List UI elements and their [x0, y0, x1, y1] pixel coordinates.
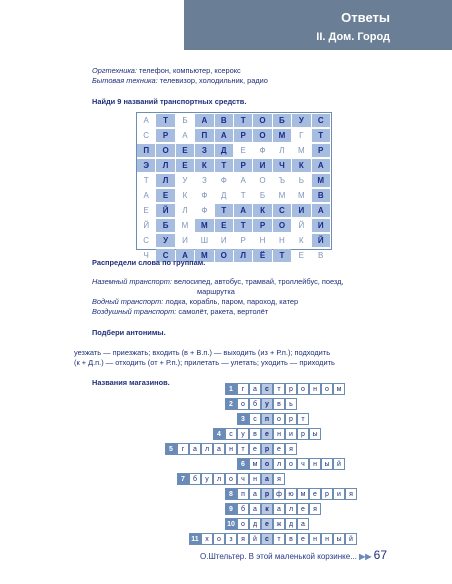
- crossword-key-cell: у: [261, 398, 273, 410]
- word-search-cell-highlighted: Е: [176, 144, 194, 157]
- word-search-row: [137, 203, 331, 218]
- crossword-cell: с: [249, 413, 261, 425]
- crossword-cell: у: [201, 473, 213, 485]
- antonyms-line-2: (к + Д.п.) — отходить (от + Р.п.); прилетать — улетать; уходить — приходить: [74, 358, 335, 367]
- crossword-cell: н: [321, 533, 333, 545]
- crossword-cell: й: [333, 458, 345, 470]
- crossword-number-cell: 7: [177, 473, 189, 485]
- word-search-cell-highlighted: С: [156, 249, 174, 262]
- word-search-cell-highlighted: М: [312, 174, 330, 187]
- word-search-cell-highlighted: Б: [273, 114, 291, 127]
- word-search-row: [137, 113, 331, 128]
- ground-transport-line: [92, 277, 344, 287]
- word-search-cell-highlighted: К: [195, 159, 213, 172]
- word-search-cell: А: [240, 176, 246, 185]
- crossword-cell: н: [273, 428, 285, 440]
- office-tech-label: Оргтехника:: [92, 66, 137, 75]
- word-search-cell-highlighted: Д: [215, 144, 233, 157]
- page-subtitle: II. Дом. Город: [316, 31, 390, 43]
- word-search-cell: Ф: [201, 206, 208, 215]
- word-search-cell-highlighted: И: [292, 204, 310, 217]
- crossword-key-cell: с: [261, 383, 273, 395]
- task2-title: Распредели слова по группам.: [92, 258, 206, 267]
- word-search-cell: А: [143, 116, 149, 125]
- crossword-cell: о: [285, 458, 297, 470]
- office-tech-line: [92, 66, 241, 76]
- crossword-number-cell: 3: [237, 413, 249, 425]
- crossword-cell: и: [285, 428, 297, 440]
- crossword-cell: о: [237, 398, 249, 410]
- air-transport-label: Воздушный транспорт:: [92, 307, 177, 316]
- word-search-cell: М: [297, 146, 305, 155]
- crossword-cell: ч: [237, 473, 249, 485]
- crossword-cell: ж: [273, 518, 285, 530]
- word-search-cell: В: [318, 251, 324, 260]
- word-search-cell: М: [297, 191, 305, 200]
- air-transport-line: [92, 307, 268, 317]
- word-search-cell-highlighted: З: [195, 144, 213, 157]
- crossword-cell: е: [273, 443, 285, 455]
- word-search-cell: Ш: [200, 236, 209, 245]
- header-box: [184, 0, 452, 50]
- word-search-cell-highlighted: О: [253, 129, 271, 142]
- crossword-number-cell: 2: [225, 398, 237, 410]
- word-search-cell-highlighted: М: [273, 129, 291, 142]
- crossword-cell: в: [249, 428, 261, 440]
- word-search-cell-highlighted: Ч: [273, 159, 291, 172]
- word-search-cell: Т: [240, 191, 246, 200]
- crossword-cell: ы: [333, 533, 345, 545]
- word-search-cell-highlighted: Э: [137, 159, 155, 172]
- home-tech-label: Бытовая техника:: [92, 76, 158, 85]
- word-search-cell: Ф: [201, 191, 208, 200]
- word-search-cell: Б: [182, 116, 188, 125]
- word-search-row: [137, 233, 331, 248]
- crossword-cell: г: [237, 383, 249, 395]
- task1-title: Найди 9 названий транспортных средств.: [92, 97, 247, 106]
- word-search-cell: М: [278, 191, 286, 200]
- water-transport-items: лодка, корабль, паром, пароход, катер: [163, 297, 299, 306]
- word-search-cell-highlighted: А: [312, 159, 330, 172]
- crossword-cell: е: [297, 533, 309, 545]
- crossword-cell: ч: [297, 458, 309, 470]
- crossword-cell: о: [321, 383, 333, 395]
- word-search-cell-highlighted: К: [253, 204, 271, 217]
- word-search-cell-highlighted: И: [312, 219, 330, 232]
- word-search-row: [137, 158, 331, 173]
- home-tech-line: [92, 76, 268, 86]
- crossword-cell: а: [249, 503, 261, 515]
- water-transport-line: [92, 297, 298, 307]
- crossword-cell: а: [297, 518, 309, 530]
- crossword-cell: р: [297, 428, 309, 440]
- word-search-cell-highlighted: А: [234, 204, 252, 217]
- word-search-row: [137, 128, 331, 143]
- word-search-cell-highlighted: Т: [234, 114, 252, 127]
- crossword-number-cell: 6: [237, 458, 249, 470]
- word-search-cell-highlighted: Е: [176, 159, 194, 172]
- word-search-cell-highlighted: П: [195, 129, 213, 142]
- crossword-cell: я: [273, 473, 285, 485]
- word-search-cell-highlighted: У: [292, 114, 310, 127]
- crossword-cell: м: [333, 383, 345, 395]
- word-search-cell-highlighted: О: [156, 144, 174, 157]
- word-search-cell: Д: [221, 191, 227, 200]
- word-search-row: [137, 143, 331, 158]
- word-search-cell-highlighted: Л: [156, 174, 174, 187]
- ground-transport-label: Наземный транспорт:: [92, 277, 172, 286]
- crossword-cell: и: [333, 488, 345, 500]
- crossword-cell: м: [297, 488, 309, 500]
- crossword-cell: л: [213, 473, 225, 485]
- crossword-cell: г: [177, 443, 189, 455]
- crossword-cell: ь: [285, 398, 297, 410]
- word-search-cell-highlighted: М: [195, 249, 213, 262]
- word-search-row: [137, 173, 331, 188]
- word-search-cell: К: [298, 236, 304, 245]
- word-search-cell: Т: [143, 176, 149, 185]
- task4-title: Названия магазинов.: [92, 378, 170, 387]
- crossword-cell: д: [249, 518, 261, 530]
- crossword-cell: й: [249, 533, 261, 545]
- antonyms-line-1: уезжать — приезжать; входить (в + В.п.) — выходить (из + Р.п.); подходить: [74, 348, 331, 357]
- word-search-cell-highlighted: Т: [234, 219, 252, 232]
- crossword-key-cell: е: [261, 518, 273, 530]
- crossword-cell: р: [321, 488, 333, 500]
- word-search-cell: М: [181, 221, 189, 230]
- crossword-cell: е: [297, 503, 309, 515]
- water-transport-label: Водный транспорт:: [92, 297, 164, 306]
- word-search-cell: Л: [182, 206, 188, 215]
- crossword-cell: о: [225, 473, 237, 485]
- ground-transport-items: велосипед, автобус, трамвай, троллейбус, поезд,: [171, 277, 344, 286]
- word-search-cell-highlighted: Р: [234, 159, 252, 172]
- crossword-cell: ы: [309, 428, 321, 440]
- crossword-cell: я: [345, 488, 357, 500]
- word-search-cell-highlighted: Т: [215, 159, 233, 172]
- word-search-cell: А: [143, 191, 149, 200]
- word-search-cell: Ь: [298, 176, 304, 185]
- air-transport-items: самолёт, ракета, вертолёт: [176, 307, 269, 316]
- word-search-cell-highlighted: М: [195, 219, 213, 232]
- crossword-cell: я: [285, 443, 297, 455]
- crossword-cell: с: [225, 428, 237, 440]
- crossword-cell: б: [249, 398, 261, 410]
- crossword-key-cell: р: [261, 488, 273, 500]
- crossword-cell: а: [213, 443, 225, 455]
- word-search-cell: Г: [299, 131, 304, 140]
- crossword-cell: х: [201, 533, 213, 545]
- crossword-cell: е: [249, 443, 261, 455]
- word-search-cell-highlighted: Й: [156, 204, 174, 217]
- word-search-cell: С: [143, 131, 150, 140]
- ground-transport-items-cont: маршрутка: [197, 287, 235, 296]
- word-search-cell-highlighted: Р: [312, 144, 330, 157]
- crossword-number-cell: 4: [213, 428, 225, 440]
- crossword-cell: б: [237, 503, 249, 515]
- word-search-cell: А: [182, 131, 188, 140]
- word-search-cell: Ф: [220, 176, 227, 185]
- crossword-cell: б: [189, 473, 201, 485]
- word-search-cell-highlighted: Р: [156, 129, 174, 142]
- word-search-cell-highlighted: Л: [234, 249, 252, 262]
- word-search-cell-highlighted: Р: [253, 219, 271, 232]
- word-search-cell: Ч: [143, 251, 149, 260]
- word-search-cell-highlighted: А: [312, 204, 330, 217]
- crossword-cell: а: [249, 383, 261, 395]
- word-search-cell: Е: [298, 251, 304, 260]
- word-search-cell-highlighted: П: [137, 144, 155, 157]
- word-search-cell-highlighted: О: [253, 114, 271, 127]
- crossword-key-cell: а: [261, 473, 273, 485]
- crossword-cell: л: [201, 443, 213, 455]
- crossword-cell: д: [285, 518, 297, 530]
- word-search-cell-highlighted: С: [312, 114, 330, 127]
- crossword-key-cell: к: [261, 503, 273, 515]
- crossword-cell: ю: [285, 488, 297, 500]
- crossword-cell: о: [273, 413, 285, 425]
- word-search-cell-highlighted: Т: [273, 249, 291, 262]
- word-search-cell-highlighted: Ё: [253, 249, 271, 262]
- word-search-cell-highlighted: К: [292, 159, 310, 172]
- word-search-cell-highlighted: А: [215, 129, 233, 142]
- crossword-cell: з: [225, 533, 237, 545]
- crossword-key-cell: е: [261, 428, 273, 440]
- crossword-cell: о: [237, 518, 249, 530]
- word-search-cell: Ф: [259, 146, 266, 155]
- word-search-cell: И: [220, 236, 227, 245]
- word-search-cell: Р: [240, 236, 246, 245]
- crossword-cell: л: [285, 503, 297, 515]
- crossword-cell: в: [273, 398, 285, 410]
- crossword-number-cell: 5: [165, 443, 177, 455]
- crossword-cell: а: [189, 443, 201, 455]
- crossword-cell: е: [309, 488, 321, 500]
- word-search-grid: [136, 112, 332, 260]
- crossword-cell: о: [213, 533, 225, 545]
- page-number: 67: [373, 548, 388, 562]
- crossword-cell: я: [237, 533, 249, 545]
- next-arrow-icon: ▶▶: [359, 552, 372, 561]
- word-search-cell-highlighted: Е: [215, 219, 233, 232]
- crossword-cell: в: [285, 533, 297, 545]
- crossword-key-cell: с: [261, 533, 273, 545]
- office-tech-items: телефон, компьютер, ксерокс: [136, 66, 241, 75]
- footer-book-title: О.Штельтер. В этой маленькой корзинке...: [200, 552, 357, 561]
- crossword-cell: т: [237, 443, 249, 455]
- crossword-cell: п: [237, 488, 249, 500]
- word-search-cell-highlighted: Л: [156, 159, 174, 172]
- crossword-cell: я: [309, 503, 321, 515]
- word-search-cell: Н: [279, 236, 285, 245]
- word-search-cell: Н: [259, 236, 266, 245]
- word-search-cell-highlighted: О: [273, 219, 291, 232]
- word-search-cell-highlighted: Т: [156, 114, 174, 127]
- crossword-key-cell: р: [261, 443, 273, 455]
- word-search-cell-highlighted: Т: [312, 129, 330, 142]
- word-search-cell: Е: [143, 206, 149, 215]
- crossword-cell: р: [285, 383, 297, 395]
- crossword-number-cell: 8: [225, 488, 237, 500]
- word-search-cell: Л: [279, 146, 285, 155]
- word-search-cell-highlighted: Б: [156, 219, 174, 232]
- crossword-cell: й: [345, 533, 357, 545]
- word-search-cell: Ъ: [278, 176, 286, 185]
- word-search-cell: У: [182, 176, 188, 185]
- crossword-cell: м: [249, 458, 261, 470]
- word-search-cell-highlighted: В: [215, 114, 233, 127]
- word-search-row: [137, 218, 331, 233]
- crossword-cell: н: [309, 383, 321, 395]
- crossword-cell: а: [273, 503, 285, 515]
- crossword-cell: н: [225, 443, 237, 455]
- crossword-cell: н: [309, 533, 321, 545]
- crossword-key-cell: п: [261, 413, 273, 425]
- word-search-cell-highlighted: В: [312, 189, 330, 202]
- word-search-cell-highlighted: С: [273, 204, 291, 217]
- word-search-cell: И: [182, 236, 188, 245]
- crossword-cell: т: [273, 383, 285, 395]
- word-search-row: [137, 188, 331, 203]
- crossword-cell: н: [309, 458, 321, 470]
- crossword-cell: о: [297, 383, 309, 395]
- page-title: Ответы: [341, 10, 390, 25]
- crossword-cell: у: [237, 428, 249, 440]
- word-search-cell: О: [259, 176, 266, 185]
- footer: [200, 548, 387, 562]
- home-tech-items: телевизор, холодильник, радио: [157, 76, 268, 85]
- crossword-cell: а: [249, 488, 261, 500]
- crossword-cell: р: [285, 413, 297, 425]
- word-search-cell-highlighted: Р: [234, 129, 252, 142]
- word-search-cell: З: [201, 176, 207, 185]
- task3-title: Подбери антонимы.: [92, 328, 166, 337]
- word-search-cell: С: [143, 236, 150, 245]
- crossword-number-cell: 11: [189, 533, 201, 545]
- word-search-cell: К: [182, 191, 188, 200]
- word-search-cell-highlighted: Й: [312, 234, 330, 247]
- crossword-key-cell: о: [261, 458, 273, 470]
- word-search-cell: Й: [298, 221, 305, 230]
- word-search-cell-highlighted: О: [215, 249, 233, 262]
- word-search-cell: Б: [259, 191, 266, 200]
- word-search-cell: Й: [143, 221, 150, 230]
- crossword-cell: л: [273, 458, 285, 470]
- crossword-cell: т: [297, 413, 309, 425]
- word-search-cell-highlighted: Е: [156, 189, 174, 202]
- crossword-number-cell: 10: [225, 518, 237, 530]
- word-search-cell-highlighted: У: [156, 234, 174, 247]
- crossword-cell: н: [249, 473, 261, 485]
- word-search-cell-highlighted: Т: [215, 204, 233, 217]
- crossword-cell: т: [273, 533, 285, 545]
- crossword-cell: ы: [321, 458, 333, 470]
- word-search-cell-highlighted: И: [253, 159, 271, 172]
- word-search-cell-highlighted: А: [176, 249, 194, 262]
- word-search-cell-highlighted: А: [195, 114, 213, 127]
- crossword-cell: ф: [273, 488, 285, 500]
- crossword-number-cell: 9: [225, 503, 237, 515]
- crossword-number-cell: 1: [225, 383, 237, 395]
- word-search-cell: Е: [240, 146, 246, 155]
